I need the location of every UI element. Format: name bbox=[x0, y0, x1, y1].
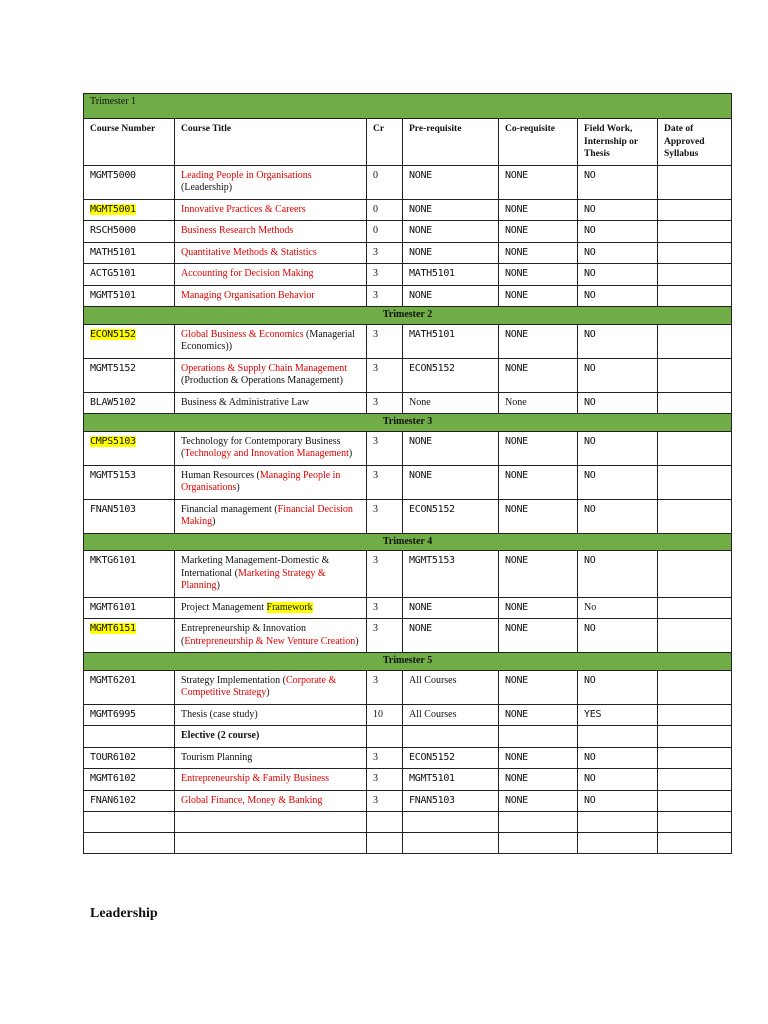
elective-label: Elective (2 course) bbox=[175, 726, 367, 748]
table-row bbox=[84, 242, 732, 264]
course-title-red: Managing People in Organisations bbox=[181, 469, 341, 493]
field-work: NO bbox=[578, 221, 658, 243]
course-number: FNAN5103 bbox=[84, 499, 175, 533]
approved-date bbox=[658, 597, 732, 619]
corequisite: NONE bbox=[499, 221, 578, 243]
trimester-4-row bbox=[84, 533, 732, 551]
field-work: NO bbox=[578, 465, 658, 499]
course-title: Tourism Planning bbox=[175, 747, 367, 769]
table-row bbox=[84, 790, 732, 812]
course-number: MGMT5000 bbox=[84, 165, 175, 199]
trimester-1-row bbox=[84, 94, 732, 119]
course-title-alt: (Managerial Economics)) bbox=[181, 328, 355, 352]
section-heading: Leadership bbox=[90, 906, 158, 921]
course-title-alt: (Leadership) bbox=[181, 182, 233, 193]
table-row bbox=[84, 704, 732, 726]
paren-close: ) bbox=[266, 687, 270, 698]
paren-close: ) bbox=[348, 448, 353, 459]
corequisite: NONE bbox=[499, 597, 578, 619]
field-work: NO bbox=[578, 619, 658, 653]
course-title bbox=[175, 285, 367, 307]
trimester-1-label: Trimester 1 bbox=[84, 94, 732, 119]
trimester-5-label: Trimester 5 bbox=[84, 653, 732, 671]
prerequisite: ECON5152 bbox=[403, 499, 499, 533]
paren-open: ( bbox=[181, 635, 185, 647]
table-row bbox=[84, 221, 732, 243]
table-row bbox=[84, 285, 732, 307]
table-row bbox=[84, 324, 732, 358]
approved-date bbox=[658, 619, 732, 653]
course-title-red: Corporate & Competitive Strategy bbox=[181, 674, 337, 698]
approved-date bbox=[658, 285, 732, 307]
field-work: NO bbox=[578, 199, 658, 221]
course-number: MGMT5153 bbox=[84, 465, 175, 499]
course-title bbox=[175, 324, 367, 358]
approved-date bbox=[658, 747, 732, 769]
field-work: NO bbox=[578, 165, 658, 199]
course-title-red: Business Research Methods bbox=[181, 225, 294, 236]
field-work: NO bbox=[578, 670, 658, 704]
prerequisite: All Courses bbox=[403, 670, 499, 704]
course-number: BLAW5102 bbox=[84, 392, 175, 414]
approved-date bbox=[658, 726, 732, 748]
course-number: MGMT6995 bbox=[84, 704, 175, 726]
table-row bbox=[84, 769, 732, 791]
corequisite: NONE bbox=[499, 165, 578, 199]
course-number: MGMT6101 bbox=[84, 597, 175, 619]
header-prereq: Pre-requisite bbox=[403, 119, 499, 166]
table-row bbox=[84, 431, 732, 465]
course-title bbox=[175, 769, 367, 791]
course-title-red: Technology and Innovation Management bbox=[184, 448, 349, 459]
course-title-red: Entrepreneurship & Family Business bbox=[181, 773, 330, 784]
table-row bbox=[84, 597, 732, 619]
paren-open: ( bbox=[234, 567, 238, 579]
approved-date bbox=[658, 769, 732, 791]
paren-close: ) bbox=[355, 635, 359, 647]
course-title-main: Technology for Contemporary Business bbox=[181, 435, 341, 447]
course-title bbox=[175, 199, 367, 221]
field-work: YES bbox=[578, 704, 658, 726]
table-row bbox=[84, 358, 732, 392]
approved-date bbox=[658, 358, 732, 392]
prerequisite: MGMT5153 bbox=[403, 551, 499, 598]
course-title-red: Operations & Supply Chain Management bbox=[181, 362, 348, 374]
corequisite: NONE bbox=[499, 499, 578, 533]
credits: 3 bbox=[367, 619, 403, 653]
credits: 3 bbox=[367, 747, 403, 769]
course-title-main: Strategy Implementation bbox=[181, 674, 281, 686]
course-title: Business & Administrative Law bbox=[175, 392, 367, 414]
prerequisite: NONE bbox=[403, 165, 499, 199]
corequisite: NONE bbox=[499, 790, 578, 812]
prerequisite: NONE bbox=[403, 221, 499, 243]
course-number: MKTG6101 bbox=[84, 551, 175, 598]
prerequisite: MATH5101 bbox=[403, 264, 499, 286]
table-row bbox=[84, 392, 732, 414]
highlighted-word: Framework bbox=[266, 601, 313, 613]
corequisite: NONE bbox=[499, 747, 578, 769]
course-title bbox=[175, 242, 367, 264]
table-row bbox=[84, 747, 732, 769]
table-row bbox=[84, 499, 732, 533]
course-number: MATH5101 bbox=[84, 242, 175, 264]
credits: 3 bbox=[367, 790, 403, 812]
course-title-main: Project Management bbox=[181, 601, 265, 613]
corequisite: NONE bbox=[499, 551, 578, 598]
highlighted-code: MGMT6151 bbox=[90, 623, 136, 634]
credits: 0 bbox=[367, 165, 403, 199]
field-work: NO bbox=[578, 431, 658, 465]
prerequisite: NONE bbox=[403, 199, 499, 221]
approved-date bbox=[658, 465, 732, 499]
course-title-red: Managing Organisation Behavior bbox=[181, 289, 315, 301]
credits: 3 bbox=[367, 242, 403, 264]
credits: 3 bbox=[367, 551, 403, 598]
corequisite: None bbox=[499, 392, 578, 414]
trimester-2-label: Trimester 2 bbox=[84, 307, 732, 325]
field-work: NO bbox=[578, 551, 658, 598]
course-title bbox=[175, 465, 367, 499]
trimester-5-row bbox=[84, 653, 732, 671]
header-cr: Cr bbox=[367, 119, 403, 166]
course-number bbox=[84, 619, 175, 653]
course-title bbox=[175, 499, 367, 533]
field-work: NO bbox=[578, 264, 658, 286]
course-title-red: Financial Decision Making bbox=[181, 503, 353, 527]
table-row bbox=[84, 551, 732, 598]
corequisite: NONE bbox=[499, 199, 578, 221]
field-work: No bbox=[578, 597, 658, 619]
approved-date bbox=[658, 499, 732, 533]
corequisite bbox=[499, 726, 578, 748]
corequisite: NONE bbox=[499, 769, 578, 791]
paren-open: ( bbox=[274, 503, 278, 515]
table-row bbox=[84, 264, 732, 286]
course-title bbox=[175, 264, 367, 286]
prerequisite: All Courses bbox=[403, 704, 499, 726]
approved-date bbox=[658, 704, 732, 726]
course-number: RSCH5000 bbox=[84, 221, 175, 243]
course-title-red: Marketing Strategy & Planning bbox=[181, 567, 326, 591]
prerequisite: MGMT5101 bbox=[403, 769, 499, 791]
corequisite: NONE bbox=[499, 704, 578, 726]
approved-date bbox=[658, 199, 732, 221]
highlighted-code: CMPS5103 bbox=[90, 435, 136, 447]
trimester-3-label: Trimester 3 bbox=[84, 414, 732, 432]
course-number: MGMT5101 bbox=[84, 285, 175, 307]
credits: 3 bbox=[367, 670, 403, 704]
course-number bbox=[84, 431, 175, 465]
table-row bbox=[84, 199, 732, 221]
paren-close: ) bbox=[236, 482, 240, 493]
course-title bbox=[175, 670, 367, 704]
credits: 3 bbox=[367, 465, 403, 499]
course-title bbox=[175, 358, 367, 392]
credits: 3 bbox=[367, 324, 403, 358]
corequisite: NONE bbox=[499, 285, 578, 307]
approved-date bbox=[658, 790, 732, 812]
table-row bbox=[84, 619, 732, 653]
course-number: FNAN6102 bbox=[84, 790, 175, 812]
approved-date bbox=[658, 392, 732, 414]
field-work: NO bbox=[578, 242, 658, 264]
approved-date bbox=[658, 670, 732, 704]
credits: 3 bbox=[367, 597, 403, 619]
course-number: MGMT6201 bbox=[84, 670, 175, 704]
course-title bbox=[175, 619, 367, 653]
field-work: NO bbox=[578, 499, 658, 533]
course-title: Thesis (case study) bbox=[175, 704, 367, 726]
course-title-red: Innovative Practices & Careers bbox=[181, 203, 306, 215]
course-number bbox=[84, 726, 175, 748]
approved-date bbox=[658, 165, 732, 199]
trimester-4-label: Trimester 4 bbox=[84, 533, 732, 551]
course-title bbox=[175, 551, 367, 598]
course-title-red: Global Finance, Money & Banking bbox=[181, 794, 323, 806]
course-title-red: Accounting for Decision Making bbox=[181, 268, 314, 279]
prerequisite: NONE bbox=[403, 285, 499, 307]
course-title bbox=[175, 221, 367, 243]
paren-close: ) bbox=[212, 516, 216, 527]
prerequisite: MATH5101 bbox=[403, 324, 499, 358]
highlighted-code: MGMT5001 bbox=[90, 203, 136, 215]
prerequisite: None bbox=[403, 392, 499, 414]
field-work: NO bbox=[578, 392, 658, 414]
prerequisite: FNAN5103 bbox=[403, 790, 499, 812]
field-work: NO bbox=[578, 324, 658, 358]
field-work: NO bbox=[578, 769, 658, 791]
corequisite: NONE bbox=[499, 324, 578, 358]
curriculum-table bbox=[83, 93, 732, 854]
credits: 3 bbox=[367, 431, 403, 465]
header-course-number: Course Number bbox=[84, 119, 175, 166]
credits: 10 bbox=[367, 704, 403, 726]
course-number: ACTG5101 bbox=[84, 264, 175, 286]
field-work: NO bbox=[578, 790, 658, 812]
course-title-alt: (Production & Operations Management) bbox=[181, 375, 343, 386]
course-number: TOUR6102 bbox=[84, 747, 175, 769]
trimester-3-row bbox=[84, 414, 732, 432]
header-coreq: Co-requisite bbox=[499, 119, 578, 166]
highlighted-code: ECON5152 bbox=[90, 328, 136, 340]
credits: 3 bbox=[367, 358, 403, 392]
course-title bbox=[175, 597, 367, 619]
course-title-red: Quantitative Methods & Statistics bbox=[181, 246, 317, 258]
credits: 3 bbox=[367, 264, 403, 286]
corequisite: NONE bbox=[499, 619, 578, 653]
header-row bbox=[84, 119, 732, 166]
prerequisite: ECON5152 bbox=[403, 358, 499, 392]
table-row bbox=[84, 465, 732, 499]
course-title bbox=[175, 431, 367, 465]
course-title bbox=[175, 790, 367, 812]
course-title-red: Entrepreneurship & New Venture Creation bbox=[184, 635, 356, 647]
paren-close: ) bbox=[216, 580, 220, 591]
field-work: NO bbox=[578, 358, 658, 392]
field-work bbox=[578, 726, 658, 748]
approved-date bbox=[658, 431, 732, 465]
prerequisite: NONE bbox=[403, 431, 499, 465]
approved-date bbox=[658, 221, 732, 243]
course-title-main: Human Resources bbox=[181, 469, 255, 481]
credits: 3 bbox=[367, 769, 403, 791]
course-title-main: Marketing Management-Domestic & International bbox=[181, 555, 330, 579]
approved-date bbox=[658, 324, 732, 358]
empty-row bbox=[84, 812, 732, 833]
course-number bbox=[84, 199, 175, 221]
course-title bbox=[175, 165, 367, 199]
header-date: Date of Approved Syllabus bbox=[658, 119, 732, 166]
prerequisite: NONE bbox=[403, 242, 499, 264]
prerequisite: NONE bbox=[403, 619, 499, 653]
table-row bbox=[84, 165, 732, 199]
course-title-red: Leading People in Organisations bbox=[181, 169, 312, 181]
credits: 3 bbox=[367, 499, 403, 533]
approved-date bbox=[658, 551, 732, 598]
header-field-work: Field Work, Internship or Thesis bbox=[578, 119, 658, 166]
header-course-title: Course Title bbox=[175, 119, 367, 166]
credits: 3 bbox=[367, 392, 403, 414]
paren-open: ( bbox=[282, 674, 286, 686]
credits: 0 bbox=[367, 221, 403, 243]
credits: 0 bbox=[367, 199, 403, 221]
credits bbox=[367, 726, 403, 748]
prerequisite: ECON5152 bbox=[403, 747, 499, 769]
paren-open: ( bbox=[256, 469, 260, 481]
course-title-main: Entrepreneurship & Innovation bbox=[181, 623, 306, 634]
empty-row bbox=[84, 833, 732, 854]
corequisite: NONE bbox=[499, 264, 578, 286]
course-title-red: Global Business & Economics bbox=[181, 328, 304, 340]
course-number: MGMT5152 bbox=[84, 358, 175, 392]
corequisite: NONE bbox=[499, 358, 578, 392]
credits: 3 bbox=[367, 285, 403, 307]
prerequisite bbox=[403, 726, 499, 748]
field-work: NO bbox=[578, 285, 658, 307]
course-number: MGMT6102 bbox=[84, 769, 175, 791]
prerequisite: NONE bbox=[403, 465, 499, 499]
field-work: NO bbox=[578, 747, 658, 769]
approved-date bbox=[658, 264, 732, 286]
corequisite: NONE bbox=[499, 242, 578, 264]
table-row bbox=[84, 670, 732, 704]
corequisite: NONE bbox=[499, 465, 578, 499]
corequisite: NONE bbox=[499, 670, 578, 704]
course-title-main: Financial management bbox=[181, 503, 272, 515]
paren-open: ( bbox=[181, 448, 185, 459]
prerequisite: NONE bbox=[403, 597, 499, 619]
corequisite: NONE bbox=[499, 431, 578, 465]
course-number bbox=[84, 324, 175, 358]
elective-row bbox=[84, 726, 732, 748]
trimester-2-row bbox=[84, 307, 732, 325]
approved-date bbox=[658, 242, 732, 264]
